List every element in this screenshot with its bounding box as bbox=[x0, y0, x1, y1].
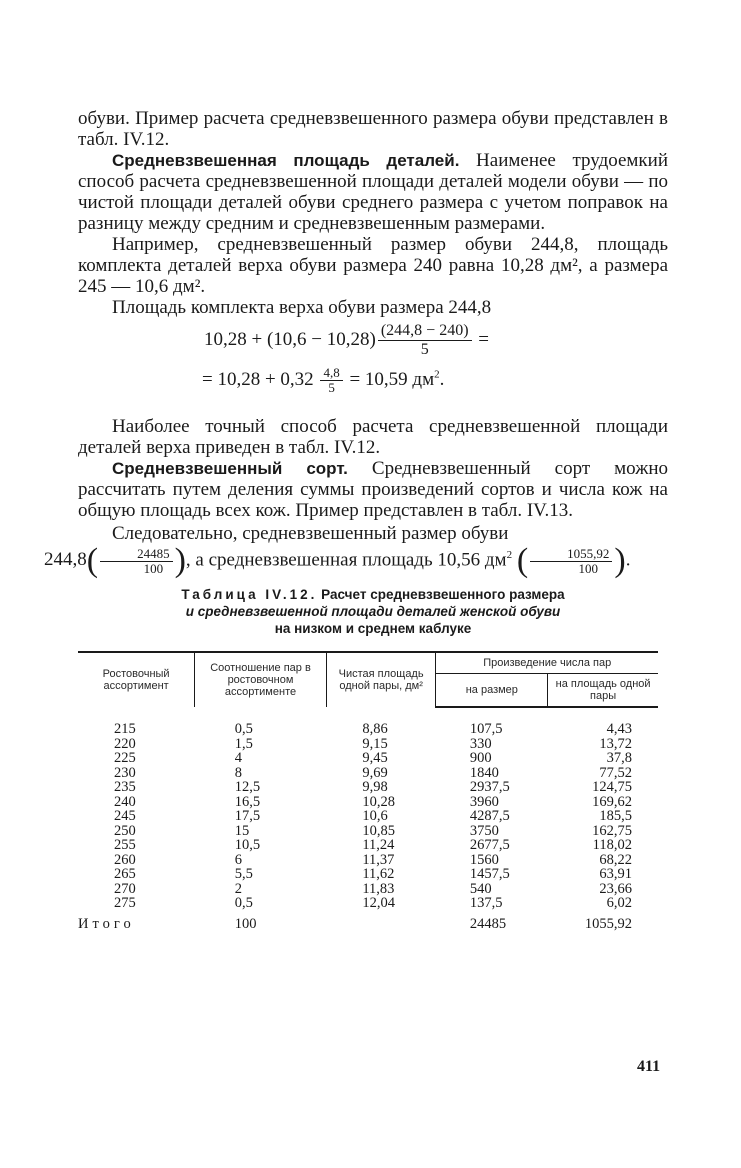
table-cell: 10,6 bbox=[362, 808, 388, 824]
table-total-cell: 24485 bbox=[469, 915, 507, 932]
conclusion-fraction-1-den: 100 bbox=[143, 560, 164, 576]
table-cell: 9,69 bbox=[362, 764, 388, 781]
conclusion-mid: , а средневзвешенная площадь 10,56 дм bbox=[185, 549, 507, 571]
table-cell: 9,15 bbox=[362, 735, 388, 752]
table-cell: 6,02 bbox=[606, 895, 632, 911]
paragraph-precise: Наиболее точный способ расчета средневзвешенной площади деталей верха приведен в табл. IV.12. bbox=[78, 416, 668, 458]
formula-2-left: = 10,28 + 0,32 bbox=[202, 368, 314, 390]
table-cell: 260 bbox=[114, 851, 136, 868]
paragraph-conclusion: Следовательно, средневзвешенный размер обуви 244,8( $\frac{24485}{100}$ ), а средневзвешенная площадь 10,56 $дм^2$ ( $\frac{1055,92}{100}$ ). bbox=[44, 523, 631, 579]
table-cell: 2677,5 bbox=[469, 837, 510, 853]
table-cell: 8 bbox=[234, 764, 242, 781]
conclusion-fraction-1-num: 24485 bbox=[100, 547, 173, 562]
table-cell: 11,24 bbox=[362, 837, 395, 853]
header-pair-ratio: Соотношение пар в ростовочном ассортименте bbox=[195, 652, 327, 707]
formula-line-2: = 10,28 + 0,32 $\frac{4,8}{5}$ = 10,59 $дм^2$. bbox=[202, 365, 445, 395]
table-cell: 265 bbox=[114, 866, 136, 882]
table-cell: 11,83 bbox=[362, 880, 395, 897]
table-cell: 3960 bbox=[469, 793, 499, 810]
formula-1-left: 10,28 + (10,6 − 10,28) bbox=[204, 328, 376, 350]
table-cell: 118,02 bbox=[592, 837, 632, 853]
table-cell: 3750 bbox=[469, 822, 499, 839]
table-cell: 8,86 bbox=[362, 720, 388, 737]
table-cell: 9,45 bbox=[362, 750, 388, 766]
data-table bbox=[78, 651, 658, 931]
table-cell: 11,62 bbox=[362, 866, 395, 882]
conclusion-end: . bbox=[625, 549, 631, 571]
table-cell: 63,91 bbox=[599, 866, 632, 882]
formula-2-right: = 10,59 дм bbox=[349, 368, 435, 390]
table-cell: 275 bbox=[114, 895, 136, 911]
table-cell: 4287,5 bbox=[469, 808, 510, 824]
table-row bbox=[78, 882, 658, 897]
table-cell: 10,28 bbox=[362, 793, 395, 810]
table-cell: 137,5 bbox=[469, 895, 503, 911]
conclusion-fraction-2-num: 1055,92 bbox=[530, 547, 612, 562]
formula-line-1 bbox=[78, 322, 668, 366]
table-row bbox=[78, 737, 658, 752]
table-total-cell: 100 bbox=[234, 915, 257, 932]
header-per-size: на размер bbox=[436, 674, 548, 708]
table-row bbox=[78, 766, 658, 781]
table-cell: 4,43 bbox=[606, 721, 632, 737]
formula-1-right: = bbox=[478, 328, 489, 350]
table-cell: 15 bbox=[234, 822, 250, 839]
paragraph-intro: обуви. Пример расчета средневзвешенного размера обуви представлен в табл. IV.12. bbox=[78, 108, 668, 150]
table-cell: 10,5 bbox=[234, 837, 261, 853]
table-cell: 124,75 bbox=[592, 779, 632, 795]
header-per-area: на площадь одной пары bbox=[548, 674, 658, 708]
table-row bbox=[78, 824, 658, 839]
paragraph-weighted-area-body: Наименее трудоемкий способ расчета средневзвешенной площади деталей модели обуви — по чистой площади деталей обуви среднего размера с учетом поправок на разницу между средним и средневзвешенным размерами. bbox=[78, 150, 668, 234]
table-cell: 255 bbox=[114, 837, 136, 853]
table-row bbox=[78, 809, 658, 824]
table-cell: 107,5 bbox=[469, 721, 503, 737]
table-cell: 235 bbox=[114, 779, 136, 795]
table-cell: 2 bbox=[234, 880, 242, 897]
table-cell: 77,52 bbox=[599, 764, 632, 781]
table-cell: 9,98 bbox=[362, 779, 388, 795]
table-caption-line-1: Расчет средневзвешенного размера bbox=[321, 587, 565, 602]
table-cell: 900 bbox=[469, 750, 492, 766]
table-caption-line-3: на низком и среднем каблуке bbox=[274, 621, 472, 636]
table-cell: 220 bbox=[114, 735, 136, 752]
table-cell: 230 bbox=[114, 764, 136, 781]
conclusion-fraction-2 bbox=[530, 547, 612, 576]
table-cell: 1,5 bbox=[234, 735, 253, 752]
table-total-row bbox=[78, 911, 658, 932]
header-size-range: Ростовочный ассортимент bbox=[78, 652, 195, 707]
table-body bbox=[78, 707, 658, 931]
table-cell: 0,5 bbox=[234, 720, 253, 737]
table-row bbox=[78, 838, 658, 853]
table-cell: 23,66 bbox=[599, 880, 632, 897]
table-row bbox=[78, 795, 658, 810]
table-row bbox=[78, 780, 658, 795]
table-caption-label: Таблица IV.12. bbox=[181, 587, 318, 602]
table-cell: 245 bbox=[114, 808, 136, 824]
table-cell: 6 bbox=[234, 851, 242, 868]
table-row bbox=[78, 867, 658, 882]
table-cell: 13,72 bbox=[599, 735, 632, 752]
conclusion-fraction-1 bbox=[100, 547, 173, 576]
table-cell: 68,22 bbox=[599, 851, 632, 868]
conclusion-value: 244,8 bbox=[44, 549, 87, 571]
formula-2-numerator: 4,8 bbox=[320, 366, 342, 381]
table-cell: 12,5 bbox=[234, 779, 261, 795]
paragraph-weighted-area bbox=[78, 150, 668, 234]
table-cell: 37,8 bbox=[606, 750, 632, 766]
table-cell: 17,5 bbox=[234, 808, 261, 824]
paragraph-area-label: Площадь комплекта верха обуви размера 244,8 bbox=[112, 297, 492, 318]
table-cell: 250 bbox=[114, 822, 136, 839]
table-cell: 11,37 bbox=[362, 851, 395, 868]
paragraph-weighted-grade bbox=[78, 458, 668, 521]
runin-heading-area: Средневзвешенная площадь деталей. bbox=[112, 151, 460, 170]
table-cell: 12,04 bbox=[362, 895, 395, 911]
table-cell: 185,5 bbox=[599, 808, 632, 824]
conclusion-fraction-2-den: 100 bbox=[578, 560, 599, 576]
table-total-cell bbox=[326, 911, 436, 932]
table-cell: 1457,5 bbox=[469, 866, 510, 882]
table-total-cell: Итого bbox=[78, 915, 135, 932]
table-row bbox=[78, 896, 658, 911]
table-cell: 270 bbox=[114, 880, 136, 897]
header-product-group: Произведение числа пар bbox=[436, 652, 658, 674]
table-cell: 169,62 bbox=[592, 793, 632, 810]
table-cell: 4 bbox=[234, 750, 242, 766]
table-cell: 16,5 bbox=[234, 793, 261, 810]
table-cell: 240 bbox=[114, 793, 136, 810]
formula-2-fraction bbox=[320, 366, 342, 395]
table-row bbox=[78, 751, 658, 766]
table-cell: 225 bbox=[114, 750, 136, 766]
formula-1-fraction bbox=[378, 322, 472, 359]
table-caption-line-2: и средневзвешенной площади деталей женской обуви bbox=[185, 604, 561, 619]
table-cell: 2937,5 bbox=[469, 779, 510, 795]
formula-1-numerator: (244,8 − 240) bbox=[378, 322, 472, 341]
page-number: 411 bbox=[637, 1058, 661, 1075]
conclusion-start: Следовательно, средневзвешенный размер обуви bbox=[112, 523, 509, 544]
table-row bbox=[78, 853, 658, 868]
table-caption bbox=[78, 586, 668, 637]
formula-2-denominator: 5 bbox=[328, 380, 335, 395]
table-row bbox=[78, 707, 658, 737]
table-cell: 215 bbox=[114, 720, 136, 737]
formula-1-denominator: 5 bbox=[420, 341, 429, 358]
paragraph-example: Например, средневзвешенный размер обуви 244,8, площадь комплекта деталей верха обуви размера 240 равна 10,28 дм², а размера 245 — 10,6 дм². bbox=[78, 234, 668, 297]
table-cell: 540 bbox=[469, 880, 492, 897]
table-cell: 330 bbox=[469, 735, 492, 752]
header-net-area: Чистая площадь одной пары, дм² bbox=[326, 652, 436, 707]
paragraph-weighted-grade-body: Средневзвешенный сорт можно рассчитать путем деления суммы произведений сортов и числа кож на общую площадь всех кож. Пример представлен в табл. IV.13. bbox=[78, 458, 668, 521]
table-cell: 10,85 bbox=[362, 822, 395, 839]
page-body bbox=[44, 108, 668, 932]
table-cell: 0,5 bbox=[234, 895, 253, 911]
table-cell: 5,5 bbox=[234, 866, 253, 882]
table-cell: 1560 bbox=[469, 851, 499, 868]
table-total-cell: 1055,92 bbox=[584, 915, 632, 932]
table-cell: 162,75 bbox=[592, 822, 632, 839]
table-cell: 1840 bbox=[469, 764, 499, 781]
runin-heading-grade: Средневзвешенный сорт. bbox=[112, 459, 348, 478]
